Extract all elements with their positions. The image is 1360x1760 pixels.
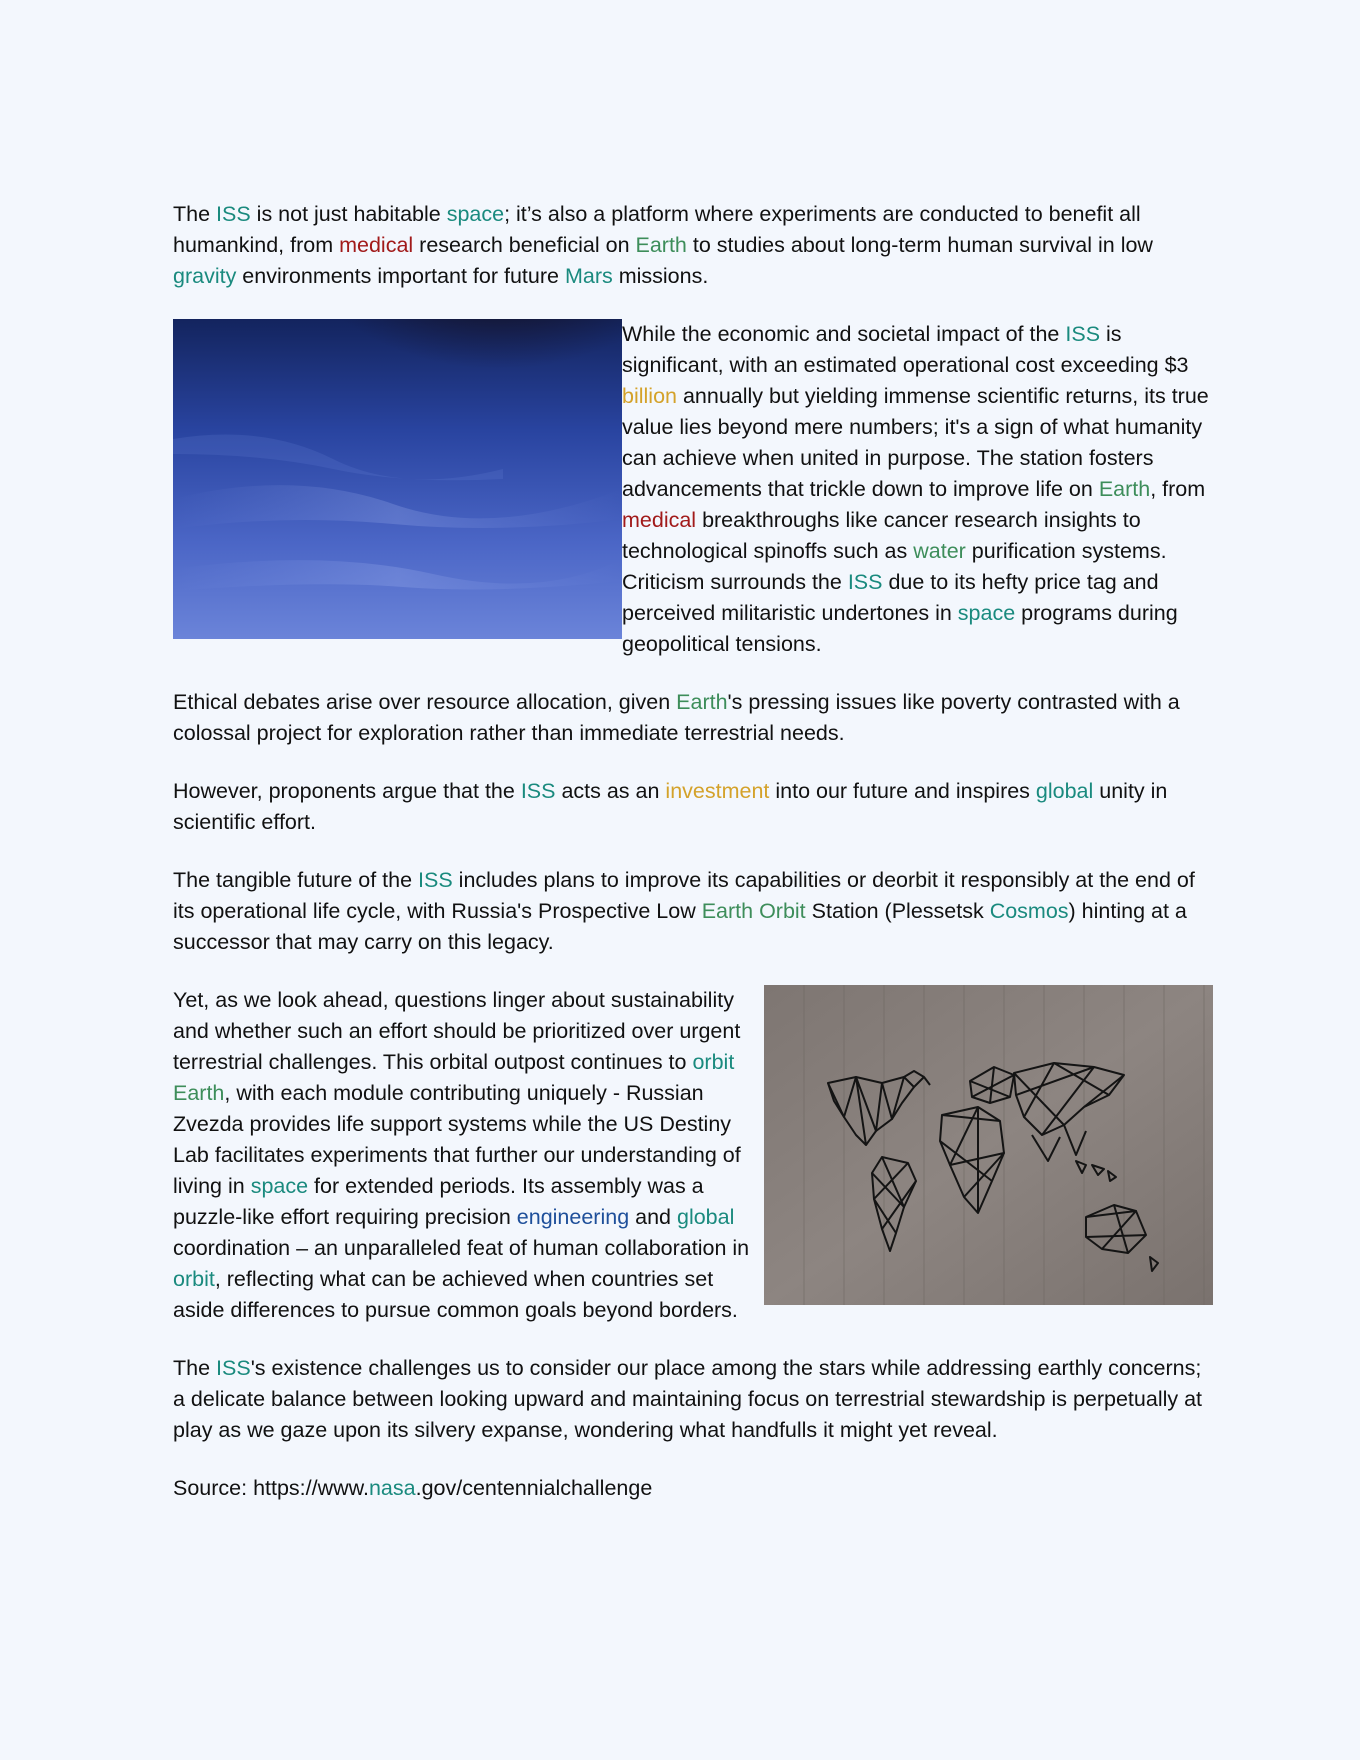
keyword: ISS [520, 779, 556, 803]
paragraph-ethical-debates: Ethical debates arise over resource allocation, given Earth's pressing issues like poverty contrasted with a colossal project for exploration rather than immediate terrestrial needs. [173, 690, 1180, 745]
keyword: gravity [173, 264, 237, 288]
section-economic-impact [173, 319, 1213, 687]
keyword: Earth [635, 233, 687, 257]
keyword: medical [339, 233, 414, 257]
paragraph-intro: The ISS is not just habitable space; it’s also a platform where experiments are conducted to benefit all humankind, from medical research beneficial on Earth to studies about long-term human survival in low gravity environments important for future Mars missions. [173, 202, 1153, 288]
keyword: ISS [216, 1356, 251, 1380]
keyword: ISS [418, 868, 453, 892]
keyword: water [913, 539, 966, 563]
keyword: Cosmos [989, 899, 1069, 923]
keyword: space [957, 601, 1016, 625]
keyword: ISS [1065, 322, 1101, 346]
keyword: billion [622, 384, 677, 408]
paragraph-conclusion: The ISS's existence challenges us to consider our place among the stars while addressing earthly concerns; a delicate balance between looking upward and maintaining focus on terrestrial stewardship is perpetually at play as we gaze upon its silvery expanse, wondering what handfulls it might yet reveal. [173, 1356, 1203, 1442]
keyword: engineering [516, 1205, 630, 1229]
source-line: Source: https://www.nasa.gov/centennialchallenge [173, 1476, 653, 1500]
keyword: medical [622, 508, 697, 532]
paragraph-proponents: However, proponents argue that the ISS acts as an investment into our future and inspires global unity in scientific effort. [173, 779, 1168, 834]
paragraph-sustainability: Yet, as we look ahead, questions linger about sustainability and whether such an effort should be prioritized over urgent terrestrial challenges. This orbital outpost continues to orbit Earth, with each module contributing uniquely - Russian Zvezda provides life support systems while the US Destiny Lab facilitates experiments that further our understanding of living in space for extended periods. Its assembly was a puzzle-like effort requiring precision engineering and global coordination – an unparalleled feat of human collaboration in orbit, reflecting what can be achieved when countries set aside differences to pursue common goals beyond borders. [173, 988, 750, 1322]
keyword: orbit [173, 1267, 215, 1291]
keyword: Earth [1098, 477, 1151, 501]
keyword: global [1035, 779, 1094, 803]
paragraph-economic-impact: While the economic and societal impact of the ISS is significant, with an estimated operational cost exceeding $3 billion annually but yielding immense scientific returns, its true value lies beyond mere numbers; it's a sign of what humanity can achieve when united in purpose. The station fosters advancements that trickle down to improve life on Earth, from medical breakthroughs like cancer research insights to technological spinoffs such as water purification systems. Criticism surrounds the ISS due to its hefty price tag and perceived militaristic undertones in space programs during geopolitical tensions. [622, 322, 1209, 656]
keyword: space [446, 202, 505, 226]
world-map-photo [764, 985, 1213, 1305]
keyword: Earth Orbit [701, 899, 806, 923]
keyword: nasa [368, 1476, 416, 1500]
keyword: space [250, 1174, 309, 1198]
keyword: global [676, 1205, 735, 1229]
keyword: ISS [847, 570, 883, 594]
keyword: investment [665, 779, 770, 803]
paragraph-future: The tangible future of the ISS includes plans to improve its capabilities or deorbit it responsibly at the end of its operational life cycle, with Russia's Prospective Low Earth Orbit Station (Plessetsk Cosmos) hinting at a successor that may carry on this legacy. [173, 868, 1195, 954]
article-body [173, 199, 1213, 1531]
keyword: ISS [216, 202, 251, 226]
keyword: Mars [564, 264, 613, 288]
section-sustainability [173, 985, 1213, 1353]
keyword: Earth [676, 690, 728, 714]
blue-sky-photo [173, 319, 622, 639]
keyword: Earth [173, 1081, 225, 1105]
keyword: orbit [692, 1050, 735, 1074]
